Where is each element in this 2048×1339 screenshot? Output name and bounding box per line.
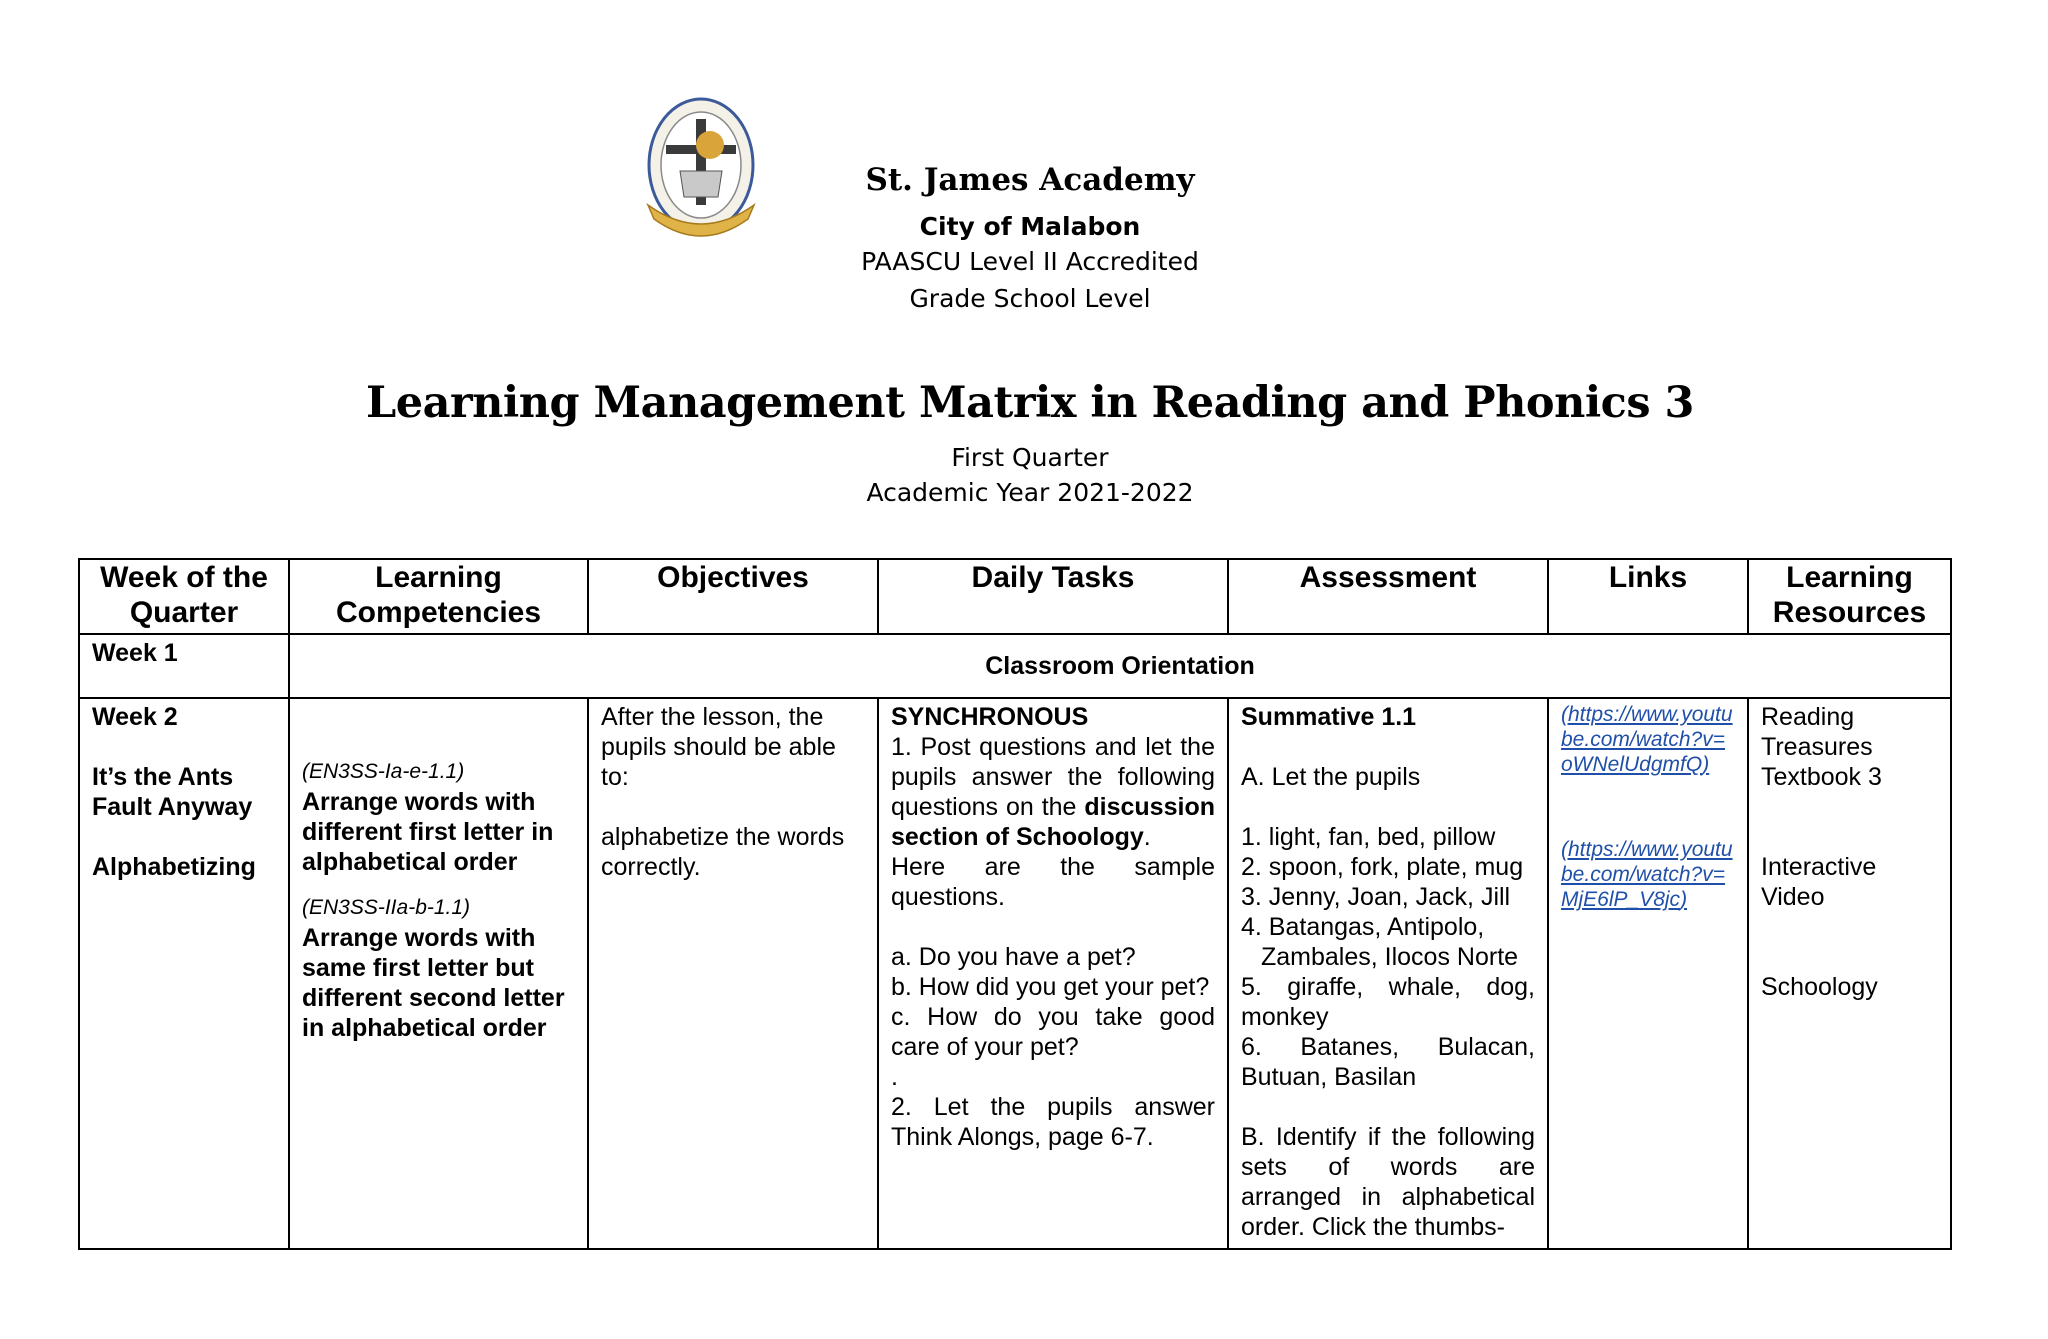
col-header-resources: Learning Resources bbox=[1748, 559, 1951, 634]
assessment-cell bbox=[1228, 698, 1548, 1249]
competency-text: Arrange words with different first letter in alphabetical order bbox=[302, 788, 554, 876]
col-header-week: Week of the Quarter bbox=[79, 559, 289, 634]
daily-tasks-cell bbox=[878, 698, 1228, 1249]
col-header-links: Links bbox=[1548, 559, 1748, 634]
sample-intro: Here are the sample questions. bbox=[891, 853, 1215, 911]
link-paren: ) bbox=[1680, 888, 1688, 911]
school-level: Grade School Level bbox=[909, 284, 1151, 313]
task-step-1 bbox=[891, 732, 1215, 852]
accreditation: PAASCU Level II Accredited bbox=[861, 247, 1199, 276]
story-title: It’s the Ants Fault Anyway bbox=[92, 763, 253, 821]
competency-text: Arrange words with same first letter but different second letter in alphabetical order bbox=[302, 924, 565, 1042]
video-link-2[interactable] bbox=[1561, 837, 1735, 912]
week2-cell bbox=[79, 698, 289, 1249]
topic-label: Alphabetizing bbox=[92, 853, 256, 881]
link-paren: ( bbox=[1561, 703, 1568, 726]
task-mode: SYNCHRONOUS bbox=[891, 703, 1089, 731]
week1-cell: Week 1 bbox=[79, 634, 289, 698]
table-header-row bbox=[79, 559, 1951, 634]
assessment-part-b: B. Identify if the following sets of words are arranged in alphabetical order. Click the thumbs- bbox=[1241, 1123, 1535, 1241]
assessment-item: 1. light, fan, bed, pillow bbox=[1241, 823, 1496, 851]
task-step-1-bold: discussion section of Schoology bbox=[891, 793, 1215, 851]
assessment-title: Summative 1.1 bbox=[1241, 703, 1417, 731]
assessment-item: 3. Jenny, Joan, Jack, Jill bbox=[1241, 883, 1511, 911]
links-cell bbox=[1548, 698, 1748, 1249]
task-step-1-text: 1. Post questions and let the pupils answer the following questions on the bbox=[891, 733, 1215, 821]
resource-schoology: Schoology bbox=[1761, 973, 1878, 1001]
video-link-1[interactable] bbox=[1561, 702, 1735, 777]
competency-code: (EN3SS-Ia-e-1.1) bbox=[302, 760, 465, 783]
assessment-part-a: A. Let the pupils bbox=[1241, 763, 1421, 791]
resource-textbook: Reading Treasures Textbook 3 bbox=[1761, 703, 1882, 791]
quarter-label: First Quarter bbox=[951, 443, 1109, 472]
question-c: c. How do you take good care of your pet? bbox=[891, 1003, 1215, 1061]
col-header-daily-tasks: Daily Tasks bbox=[878, 559, 1228, 634]
academic-year: Academic Year 2021-2022 bbox=[866, 478, 1194, 507]
competencies-cell bbox=[289, 698, 588, 1249]
task-dot: . bbox=[891, 1063, 898, 1091]
link-paren: ) bbox=[1702, 753, 1710, 776]
assessment-item: 6. Batanes, Bulacan, Butuan, Basilan bbox=[1241, 1033, 1535, 1091]
school-name: St. James Academy bbox=[865, 162, 1195, 198]
assessment-item: Zambales, Ilocos Norte bbox=[1261, 943, 1519, 971]
school-city: City of Malabon bbox=[919, 212, 1141, 241]
assessment-item: 2. spoon, fork, plate, mug bbox=[1241, 853, 1524, 881]
table-row bbox=[79, 698, 1951, 1249]
assessment-item: 5. giraffe, whale, dog, monkey bbox=[1241, 973, 1535, 1031]
objective-item: alphabetize the words correctly. bbox=[601, 823, 845, 881]
objectives-cell bbox=[588, 698, 878, 1249]
classroom-orientation: Classroom Orientation bbox=[289, 634, 1951, 698]
table-row bbox=[79, 634, 1951, 698]
link-paren: ( bbox=[1561, 838, 1568, 861]
objectives-intro: After the lesson, the pupils should be able to: bbox=[601, 703, 836, 791]
col-header-assessment: Assessment bbox=[1228, 559, 1548, 634]
question-b: b. How did you get your pet? bbox=[891, 973, 1210, 1001]
assessment-item: 4. Batangas, Antipolo, bbox=[1241, 913, 1485, 941]
week2-label: Week 2 bbox=[92, 703, 178, 731]
task-step-2: 2. Let the pupils answer Think Alongs, page 6-7. bbox=[891, 1093, 1215, 1151]
resource-video: Interactive Video bbox=[1761, 853, 1877, 911]
link-url[interactable]: https://www.youtube.com/watch?v=oWNelUdgmfQ bbox=[1561, 703, 1733, 776]
competency-code: (EN3SS-IIa-b-1.1) bbox=[302, 896, 471, 919]
link-url[interactable]: https://www.youtube.com/watch?v=MjE6lP_V8jc bbox=[1561, 838, 1733, 911]
learning-matrix-table bbox=[78, 558, 1952, 1250]
col-header-objectives: Objectives bbox=[588, 559, 878, 634]
question-a: a. Do you have a pet? bbox=[891, 943, 1136, 971]
document-title: Learning Management Matrix in Reading and Phonics 3 bbox=[366, 378, 1694, 428]
resources-cell bbox=[1748, 698, 1951, 1249]
col-header-competencies: Learning Competencies bbox=[289, 559, 588, 634]
task-step-1-end: . bbox=[1143, 823, 1151, 851]
